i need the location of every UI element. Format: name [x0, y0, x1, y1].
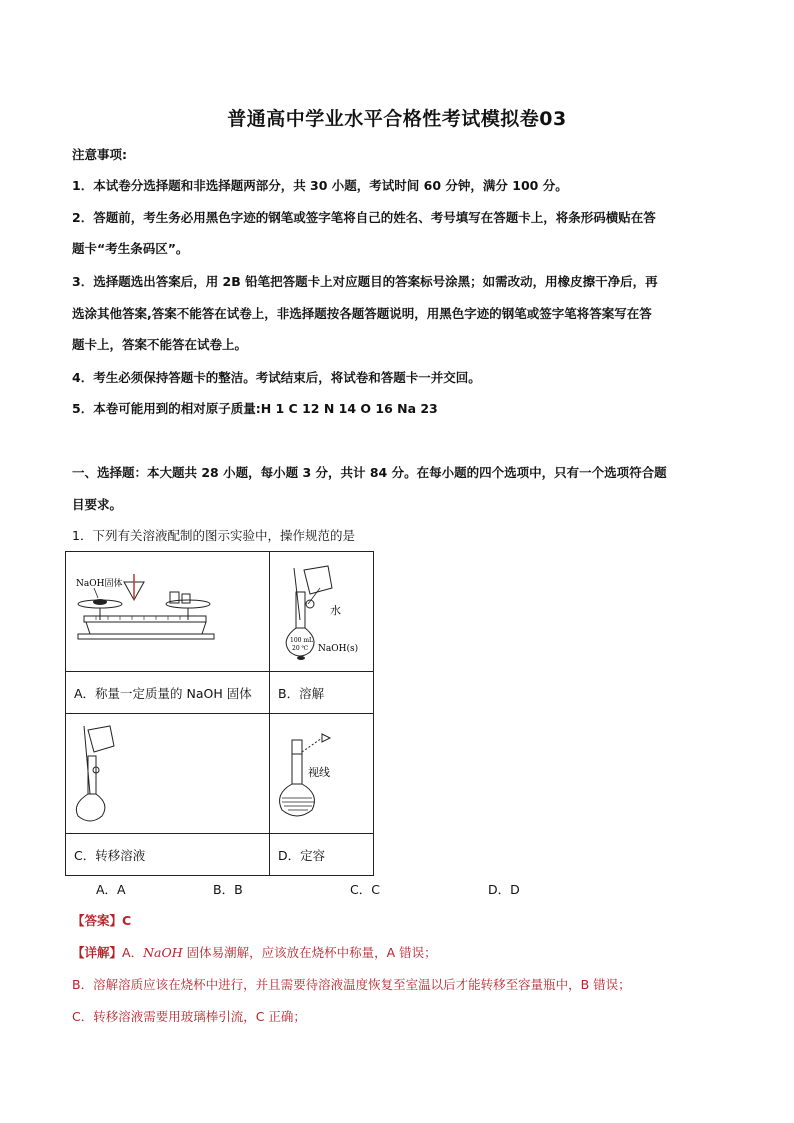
- option-b-label: B．溶解: [278, 686, 325, 701]
- notice-item-3-cont: 选涂其他答案,答案不能答在试卷上，非选择题按各题答题说明，用黑色字迹的钢笔或签字笔将答案写在答: [72, 306, 652, 321]
- option-d-cell: [270, 834, 374, 876]
- dissolve-figure: [270, 552, 373, 667]
- detail-label: 【详解】: [72, 945, 123, 960]
- choice-a: A．A: [96, 882, 126, 897]
- detail-a: [72, 944, 732, 962]
- notice-item-3: 3．选择题选出答案后，用 2B 铅笔把答题卡上对应题目的答案标号涂黑；如需改动，用橡皮擦干净后，再: [72, 274, 658, 289]
- answer-label: 【答案】C: [72, 913, 132, 928]
- option-d-label: D．定容: [278, 848, 326, 863]
- option-b-cell: [270, 672, 374, 714]
- notice-item-3-cont2: 题卡上，答案不能答在试卷上。: [72, 337, 248, 352]
- balance-figure: [66, 552, 269, 667]
- option-c-cell: [66, 834, 270, 876]
- options-table: [65, 551, 374, 876]
- constant-volume-figure: [270, 714, 373, 829]
- figure-a-cell: [66, 552, 270, 672]
- page-title: 普通高中学业水平合格性考试模拟卷03: [227, 108, 567, 130]
- question-stem: 1．下列有关溶液配制的图示实验中，操作规范的是: [72, 528, 355, 543]
- option-a-label: A．称量一定质量的 NaOH 固体: [74, 686, 252, 701]
- volume-label: 100 mL: [290, 637, 314, 644]
- figure-d-cell: [270, 714, 374, 834]
- notice-item-2-cont: 题卡“考生条码区”。: [72, 241, 189, 256]
- naoh-formula: NaOH: [143, 945, 183, 960]
- notice-heading: 注意事项:: [72, 147, 127, 162]
- sightline-label: 视线: [308, 766, 330, 779]
- naoh-s-label: NaOH(s): [318, 644, 359, 654]
- figure-b-cell: [270, 552, 374, 672]
- figure-c-cell: [66, 714, 270, 834]
- detail-b: B．溶解溶质应该在烧杯中进行，并且需要待溶液温度恢复至室温以后才能转移至容量瓶中，B 错误；: [72, 977, 631, 992]
- notice-item-4: 4．考生必须保持答题卡的整洁。考试结束后，将试卷和答题卡一并交回。: [72, 370, 481, 385]
- section-heading: 一、选择题：本大题共 28 小题，每小题 3 分，共计 84 分。在每小题的四个选项中，只有一个选项符合题: [72, 465, 667, 480]
- choice-b: B．B: [213, 882, 243, 897]
- option-c-label: C．转移溶液: [74, 848, 146, 863]
- choice-d: D．D: [488, 882, 520, 897]
- choice-c: C．C: [350, 882, 380, 897]
- detail-a-prefix: A．: [122, 945, 144, 960]
- detail-c: C．转移溶液需要用玻璃棒引流，C 正确；: [72, 1009, 306, 1024]
- water-label: 水: [330, 604, 341, 617]
- section-heading-cont: 目要求。: [72, 497, 123, 512]
- temp-label: 20 ℃: [292, 645, 309, 652]
- notice-item-5: 5．本卷可能用到的相对原子质量:H 1 C 12 N 14 O 16 Na 23: [72, 401, 438, 416]
- transfer-figure: [66, 714, 269, 829]
- naoh-solid-label: NaOH固体: [76, 579, 123, 589]
- detail-a-text: 固体易潮解，应该放在烧杯中称量，A 错误；: [182, 945, 437, 960]
- notice-item-2: 2．答题前，考生务必用黑色字迹的钢笔或签字笔将自己的姓名、考号填写在答题卡上，将条形码横贴在答: [72, 210, 656, 225]
- option-a-cell: [66, 672, 270, 714]
- notice-item-1: 1．本试卷分选择题和非选择题两部分，共 30 小题，考试时间 60 分钟，满分 100 分。: [72, 178, 568, 193]
